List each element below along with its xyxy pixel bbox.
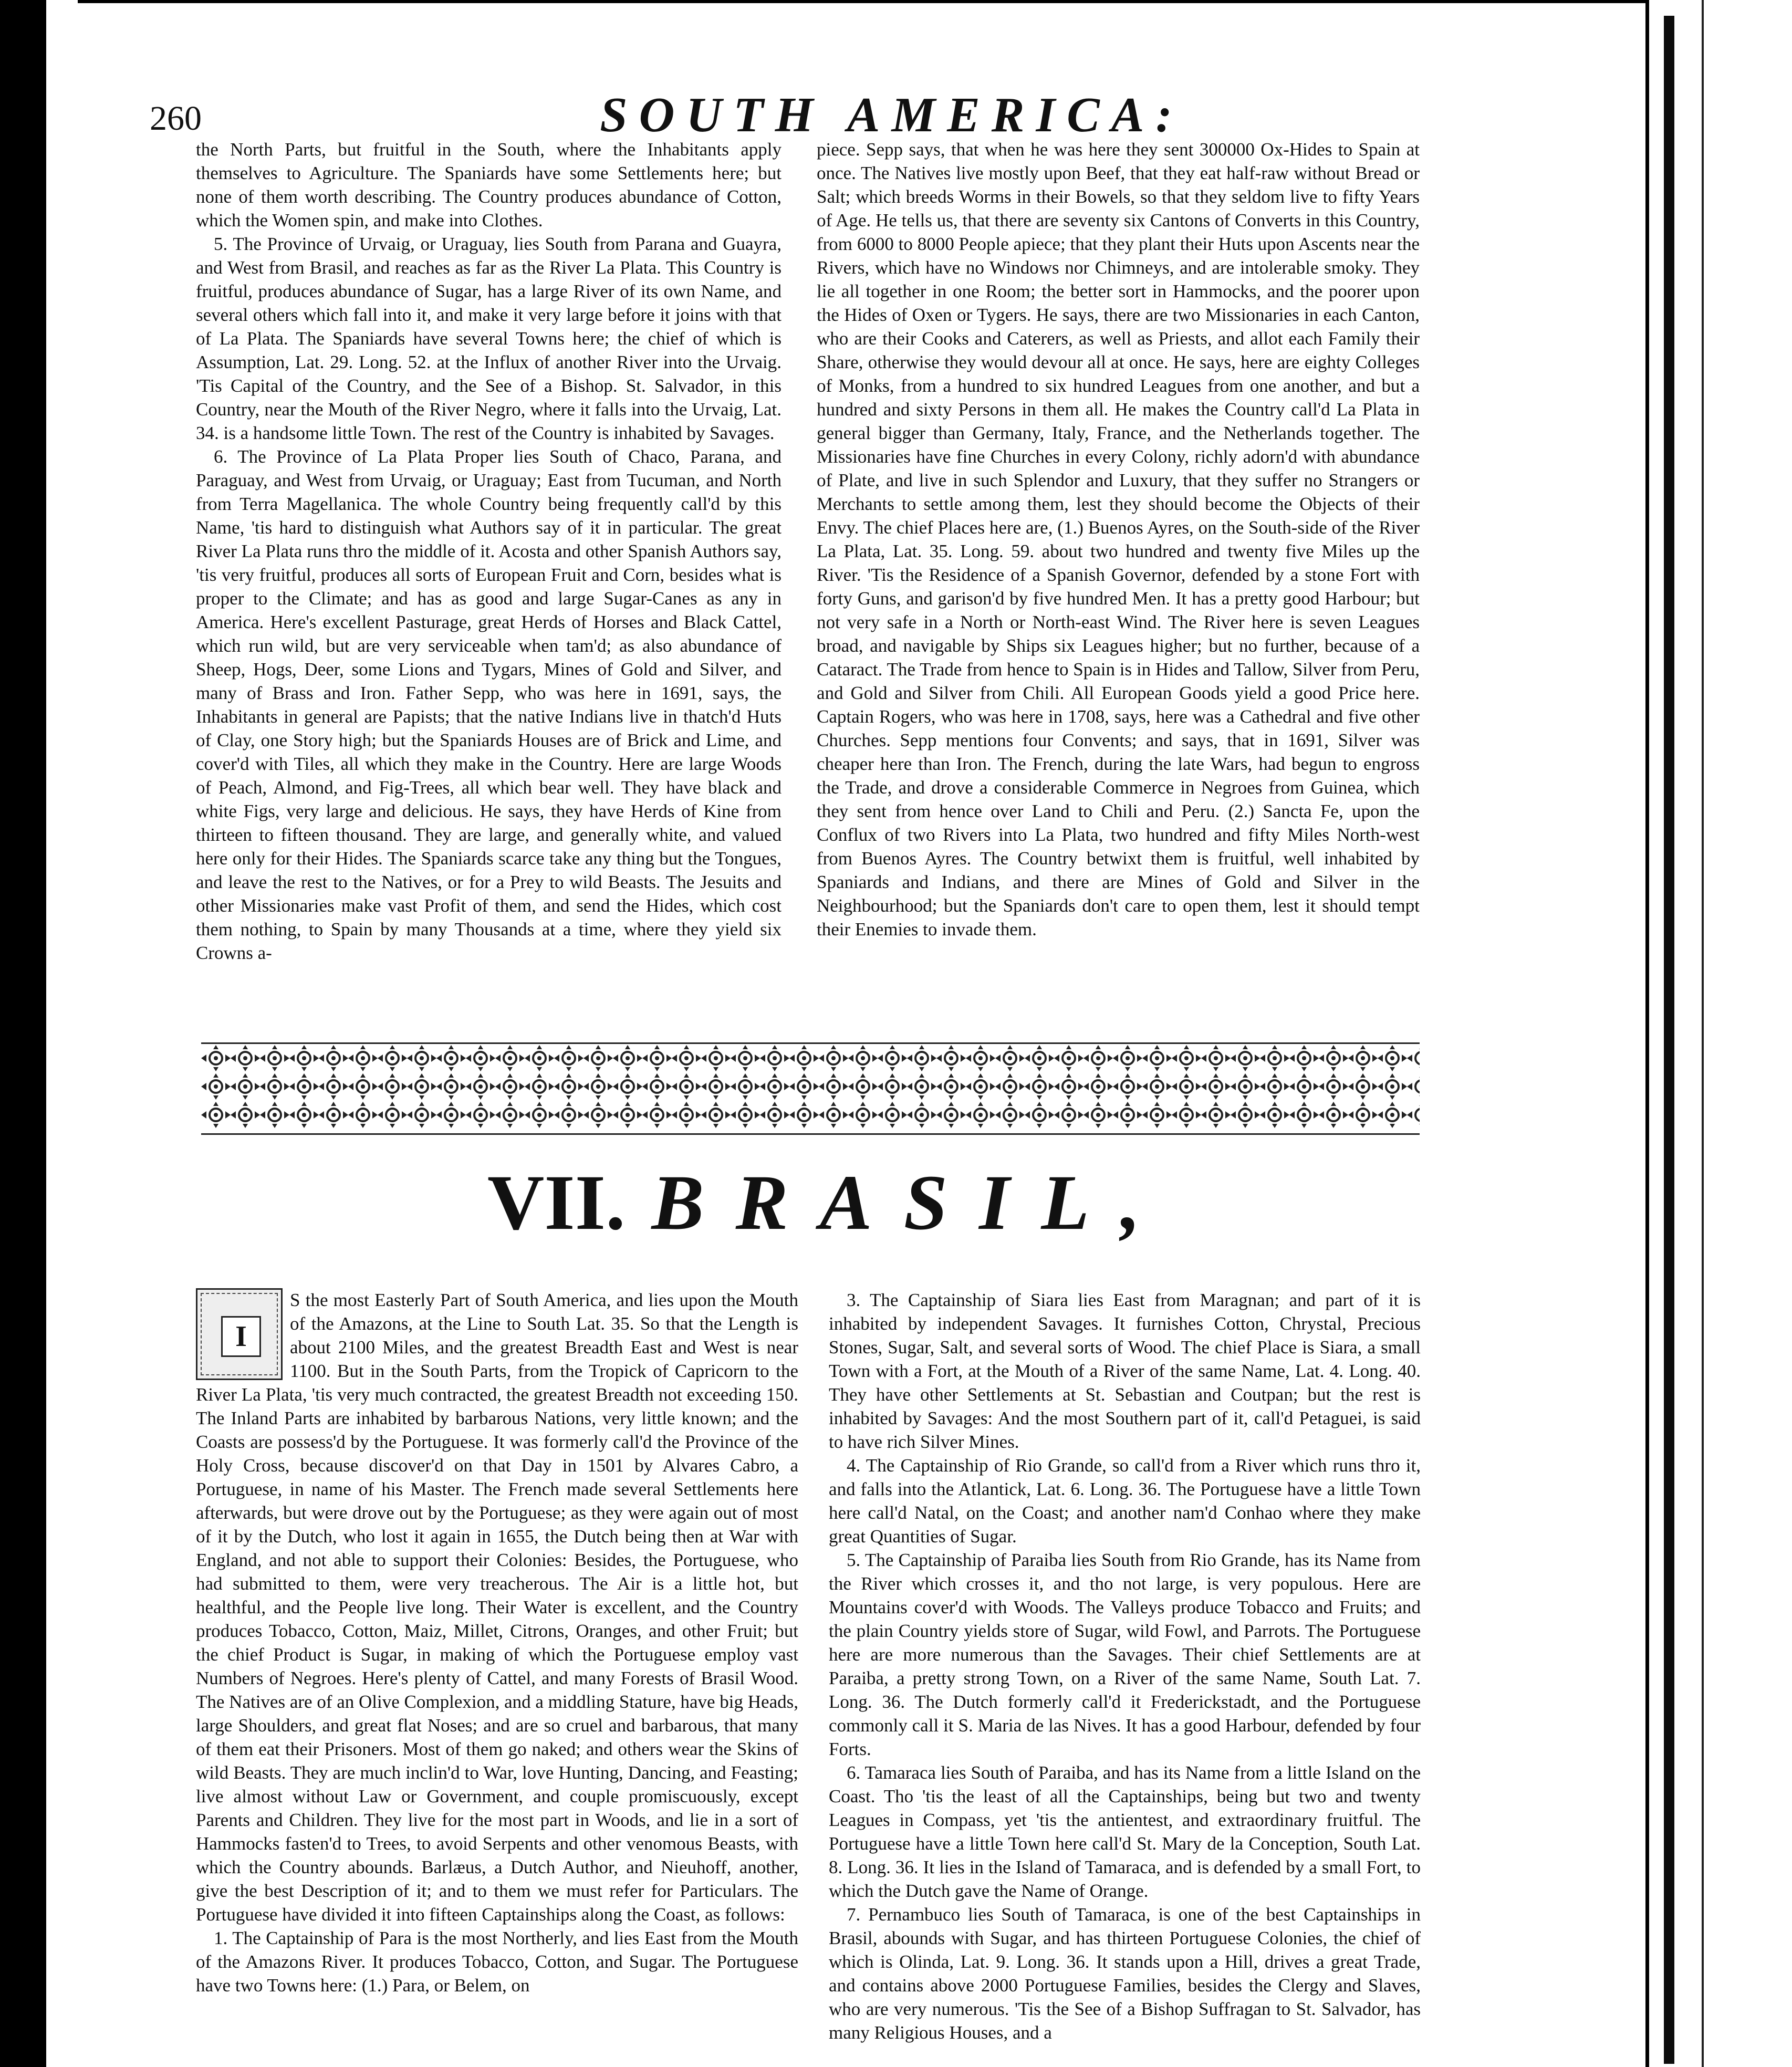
paragraph: 5. The Captainship of Paraiba lies South from Rio Grande, has its Name from the River which crosses it, and tho not large, is very populous. Here are Mountains cover'd with Woods. The Valleys produce Tobacco and Fruits; and the plain Country yields store of Sugar, wild Fowl, and Parrots. The Portuguese here are more numerous than the Savages. Their chief Settlements are at Paraiba, a pretty strong Town, on a River of the same Name, South Lat. 7. Long. 36. The Dutch formerly call'd it Frederickstadt, and the Portuguese commonly call it S. Maria de las Nives. It has a good Harbour, defended by four Forts. [829,1550,1421,1759]
book-page [46,0,1645,2067]
lower-left-column [196,1288,798,1997]
ornamental-band [201,1042,1420,1135]
adjacent-page-edge [1649,0,1792,2067]
paragraph: the North Parts, but fruitful in the South, where the Inhabitants apply themselves to Agriculture. The Spaniards have some Settlements here; but none of them worth describing. The Country produces abundance of Cotton, which the Women spin, and make into Clothes. [196,139,782,231]
chapter-title: BRASIL, [651,1159,1172,1246]
paragraph: 6. The Province of La Plata Proper lies South of Chaco, Parana, and Paraguay, and West from Urvaig, or Uraguay; East from Tucuman, and North from Terra Magellanica. The whole Country being frequently call'd by this Name, 'tis hard to distinguish what Authors say of it in particular. The great River La Plata runs thro the middle of it. Acosta and other Spanish Authors say, 'tis very fruitful, produces all sorts of European Fruit and Corn, besides what is proper to the Climate; and has as good and large Sugar-Canes as any in America. Here's excellent Pasturage, great Herds of Horses and Black Cattel, which run wild, but are very serviceable when tam'd; as also abundance of Sheep, Hogs, Deer, some Lions and Tygars, Mines of Gold and Silver, and many of Brass and Iron. Father Sepp, who was here in 1691, says, the Inhabitants in general are Papists; that the native Indians live in thatch'd Huts of Clay, one Story high; but the Spaniards Houses are of Brick and Lime, and cover'd with Tiles, all which they make in the Country. Here are large Woods of Peach, Almond, and Fig-Trees, all which bear well. They have black and white Figs, very large and delicious. He says, they have Herds of Kine from thirteen to fifteen thousand. They are large, and generally white, and valued here only for their Hides. The Spaniards scarce take any thing but the Tongues, and leave the rest to the Natives, or for a Prey to wild Beasts. The Jesuits and other Missionaries make vast Profit of them, and send the Hides, which cost them nothing, to Spain by many Thousands at a time, where they yield six Crowns a- [196,446,782,963]
paragraph: 3. The Captainship of Siara lies East from Maragnan; and part of it is inhabited by independent Savages. It furnishes Cotton, Chrystal, Precious Stones, Sugar, Salt, and several sorts of Wood. The chief Place is Siara, a small Town with a Fort, at the Mouth of a River of the same Name, Lat. 4. Long. 40. They have other Settlements at St. Sebastian and Coutpan; but the rest is inhabited by Savages: And the most Southern part of it, call'd Petaguei, is said to have rich Silver Mines. [829,1290,1421,1452]
chapter-heading [487,1155,1172,1250]
paragraph: 7. Pernambuco lies South of Tamaraca, is one of the best Captainships in Brasil, abounds with Sugar, and has thirteen Portuguese Colonies, the chief of which is Olinda, Lat. 9. Long. 36. It stands upon a Hill, drives a great Trade, and contains above 2000 Portuguese Families, besides the Clergy and Slaves, who are very numerous. 'Tis the See of a Bishop Suffragan to St. Salvador, has many Religious Houses, and a [829,1904,1421,2043]
lower-right-column [829,1288,1421,2044]
paragraph: 6. Tamaraca lies South of Paraiba, and has its Name from a little Island on the Coast. Tho 'tis the least of all the Captainships, being but two and twenty Leagues in Compass, yet 'tis the antientest, and extraordinary fruitful. The Portuguese have a little Town here call'd St. Mary de la Conception, South Lat. 8. Long. 36. It lies in the Island of Tamaraca, and is defended by a small Fort, to which the Dutch gave the Name of Orange. [829,1762,1421,1901]
drop-initial [196,1288,283,1380]
paragraph: 1. The Captainship of Para is the most Northerly, and lies East from the Mouth of the Amazons River. It produces Tobacco, Cotton, and Sugar. The Portuguese have two Towns here: (1.) Para, or Belem, on [196,1928,798,1996]
paragraph: 4. The Captainship of Rio Grande, so call'd from a River which runs thro it, and falls into the Atlantick, Lat. 6. Long. 36. The Portuguese have a little Town here call'd Natal, on the Coast; and another nam'd Conhao where they make great Quantities of Sugar. [829,1455,1421,1547]
ornament-pattern [201,1044,1420,1130]
page-number: 260 [150,99,202,138]
paragraph: S the most Easterly Part of South America, and lies upon the Mouth of the Amazons, at the Line to South Lat. 35. So that the Length is about 2100 Miles, and the greatest Breadth East and West is near 1100. But in the South Parts, from the Tropick of Capricorn to the River La Plata, 'tis very much contracted, the greatest Breadth not exceeding 150. The Inland Parts are inhabited by barbarous Nations, very little known; and the Coasts are possess'd by the Portuguese. It was formerly call'd the Province of the Holy Cross, because discover'd on that Day in 1501 by Alvares Cabro, a Portuguese, in name of his Master. The French made several Settlements here afterwards, but were drove out by the Portuguese; as they were again out of most of it by the Dutch, who lost it again in 1655, the Dutch being then at War with England, and not able to support their Colonies: Besides, the Portuguese, who had submitted to them, were very treacherous. The Air is a little hot, but healthful, and the People live long. Their Water is excellent, and the Country produces Tobacco, Cotton, Maiz, Millet, Citrons, Oranges, and other Fruit; but the chief Product is Sugar, in making of which the Portuguese employ vast Numbers of Negroes. Here's plenty of Cattel, and many Forests of Brasil Wood. The Natives are of an Olive Complexion, and a middling Stature, have big Heads, large Shoulders, and great flat Noses; and are so cruel and barbarous, that many of them eat their Prisoners. Most of them go naked; and others wear the Skins of wild Beasts. They are much inclin'd to War, love Hunting, Dancing, and Feasting; live almost without Law or Government, and couple promiscuously, except Parents and Children. They live for the most part in Woods, and lie in a sort of Hammocks fasten'd to Trees, to avoid Serpents and other venomous Beasts, with which the Country abounds. Barlæus, a Dutch Author, and Nieuhoff, another, give the best Description of it; and to them we must refer for Particulars. The Portuguese have divided it into fifteen Captainships along the Coast, as follows: [196,1290,798,1925]
upper-left-column [196,138,782,965]
initial-letter: I [221,1316,261,1357]
paragraph: 5. The Province of Urvaig, or Uraguay, lies South from Parana and Guayra, and West from Brasil, and reaches as far as the River La Plata. This Country is fruitful, produces abundance of Sugar, has a large River of its own Name, and several others which fall into it, and make it very large before it joins with that of La Plata. The Spaniards have several Towns here; the chief of which is Assumption, Lat. 29. Long. 52. at the Influx of another River into the Urvaig. 'Tis Capital of the Country, and the See of a Bishop. St. Salvador, in this Country, near the Mouth of the River Negro, where it falls into the Urvaig, Lat. 34. is a handsome little Town. The rest of the Country is inhabited by Savages. [196,234,782,443]
upper-right-column [817,138,1420,941]
paragraph: piece. Sepp says, that when he was here they sent 300000 Ox-Hides to Spain at once. The Natives live mostly upon Beef, that they eat half-raw without Bread or Salt; which breeds Worms in their Bowels, so that they seldom live to fifty Years of Age. He tells us, that there are seventy six Cantons of Converts in this Country, from 6000 to 8000 People apiece; that they plant their Huts upon Ascents near the Rivers, which have no Windows nor Chimneys, and are intolerable smoky. They lie all together in one Room; the better sort in Hammocks, and the poorer upon the Hides of Oxen or Tygers. He says, there are two Missionaries in each Canton, who are their Cooks and Caterers, as well as Priests, and allot each Family their Share, otherwise they would devour all at once. He says, here are eighty Colleges of Monks, from a hundred to six hundred Leagues from one another, and but a hundred and sixty Persons in them all. He makes the Country call'd La Plata in general bigger than Germany, Italy, France, and the Netherlands together. The Missionaries have fine Churches in every Colony, richly adorn'd with abundance of Plate, and live in such Splendor and Luxury, that they suffer no Strangers or Merchants to settle among them, lest they should become the Objects of their Envy. The chief Places here are, (1.) Buenos Ayres, on the South-side of the River La Plata, Lat. 35. Long. 59. about two hundred and twenty five Miles up the River. 'Tis the Residence of a Spanish Governor, defended by a stone Fort with forty Guns, and garison'd by five hundred Men. It has a pretty good Harbour; but not very safe in a North or North-east Wind. The River here is seven Leagues broad, and navigable by Ships six Leagues higher; but no further, because of a Cataract. The Trade from hence to Spain is in Hides and Tallow, Silver from Peru, and Gold and Silver from Chili. All European Goods yield a good Price here. Captain Rogers, who was here in 1708, says, here was a Cathedral and five other Churches. Sepp mentions four Convents; and says, that in 1691, Silver was cheaper here than Iron. The French, during the late Wars, had begun to engross the Trade, and drove a considerable Commerce in Negroes from Guinea, which they sent from hence over Land to Chili and Peru. (2.) Sancta Fe, upon the Conflux of two Rivers into La Plata, two hundred and fifty Miles North-west from Buenos Ayres. The Country betwixt them is fruitful, well inhabited by Spaniards and Indians, and there are Mines of Gold and Silver in the Neighbourhood; but the Spaniards don't care to open them, lest it should tempt their Enemies to invade them. [817,139,1420,939]
running-title: SOUTH AMERICA: [600,88,1184,142]
chapter-number: VII. [487,1159,626,1246]
page-edge-line [1702,0,1704,2067]
binding-shadow [1664,16,1674,2064]
top-edge-rule [78,0,1653,3]
